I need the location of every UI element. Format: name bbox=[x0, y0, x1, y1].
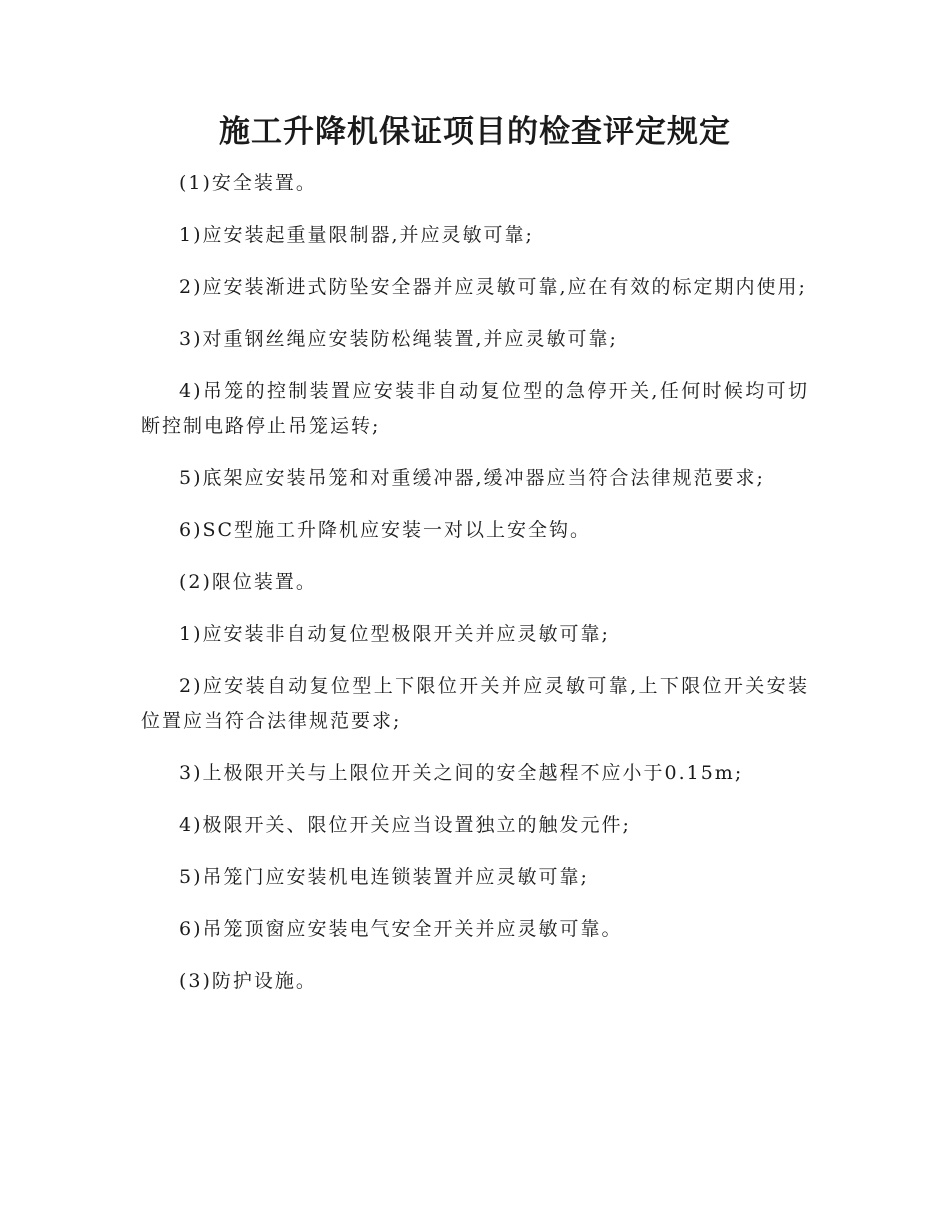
paragraph-1-2: 2)应安装渐进式防坠安全器并应灵敏可靠,应在有效的标定期内使用; bbox=[179, 276, 807, 298]
paragraph-2-3: 3)上极限开关与上限位开关之间的安全越程不应小于0.15m; bbox=[179, 762, 744, 784]
paragraph-2-1: 1)应安装非自动复位型极限开关并应灵敏可靠; bbox=[179, 623, 610, 645]
paragraph-2-4: 4)极限开关、限位开关应当设置独立的触发元件; bbox=[179, 814, 631, 836]
paragraph-1-5: 5)底架应安装吊笼和对重缓冲器,缓冲器应当符合法律规范要求; bbox=[179, 467, 765, 489]
paragraph-1-1: 1)应安装起重量限制器,并应灵敏可靠; bbox=[179, 224, 534, 246]
document-body bbox=[141, 166, 809, 1016]
paragraph-section-2: (2)限位装置。 bbox=[179, 571, 317, 593]
paragraph-2-2: 2)应安装自动复位型上下限位开关并应灵敏可靠,上下限位开关安装位置应当符合法律规范要求; bbox=[141, 675, 809, 732]
paragraph-1-3: 3)对重钢丝绳应安装防松绳装置,并应灵敏可靠; bbox=[179, 328, 618, 350]
paragraph-section-1: (1)安全装置。 bbox=[179, 172, 317, 194]
paragraph-1-6: 6)SC型施工升降机应安装一对以上安全钩。 bbox=[179, 519, 592, 541]
paragraph-1-4: 4)吊笼的控制装置应安装非自动复位型的急停开关,任何时候均可切断控制电路停止吊笼运转; bbox=[141, 380, 809, 437]
paragraph-section-3: (3)防护设施。 bbox=[179, 970, 317, 992]
document-title: 施工升降机保证项目的检查评定规定 bbox=[219, 114, 731, 150]
paragraph-2-5: 5)吊笼门应安装机电连锁装置并应灵敏可靠; bbox=[179, 866, 589, 888]
paragraph-2-6: 6)吊笼顶窗应安装电气安全开关并应灵敏可靠。 bbox=[179, 918, 623, 940]
